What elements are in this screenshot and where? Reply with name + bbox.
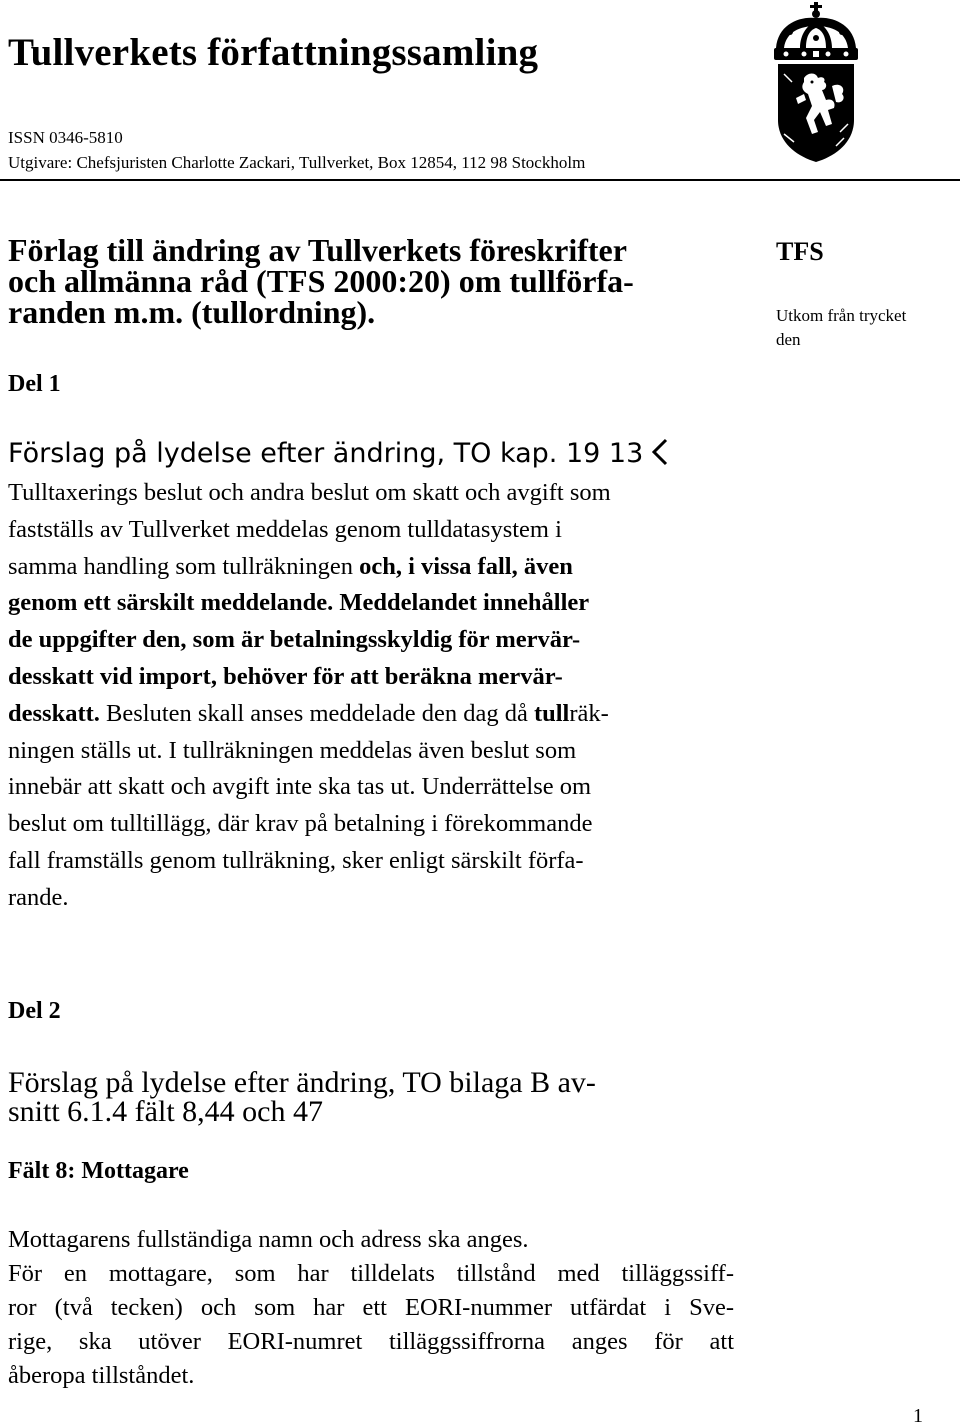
publication-date-note <box>776 304 906 352</box>
text-run: samma handling som tullräkningen <box>8 552 360 580</box>
text-run: och, i vissa fall, även <box>359 552 573 580</box>
part2-label: Del 2 <box>8 998 61 1024</box>
text-run: genom ett särskilt meddelande. Meddelandet innehåller <box>8 589 590 617</box>
body-line <box>8 880 728 917</box>
proposal-title-line: Förlag till ändring av Tullverkets föreskrifter <box>8 232 627 268</box>
part1-heading-text: Förslag på lydelse efter ändring, TO kap. 19 13 <box>8 438 644 469</box>
text-run: innebär att skatt och avgift inte ska tas ut. Underrättelse om <box>8 773 592 801</box>
text-run: Besluten skall anses meddelade den dag då <box>99 699 534 727</box>
text-run: beslut om tulltillägg, där krav på betalning i förekommande <box>8 810 593 838</box>
part1-label: Del 1 <box>8 371 61 397</box>
part2-heading <box>8 1068 596 1126</box>
field-heading: Fält 8: Mottagare <box>8 1158 189 1184</box>
proposal-title-line: randen m.m. (tullordning). <box>8 294 376 330</box>
part1-heading <box>8 438 668 469</box>
paragraph-line: ror (två tecken) och som har ett EORI-nummer utfärdat i Sve- <box>8 1294 734 1321</box>
body-line <box>8 806 728 843</box>
publication-title: Tullverkets författningssamling <box>8 31 539 74</box>
proposal-title <box>8 232 634 330</box>
series-label: TFS <box>776 237 824 266</box>
text-run: desskatt. <box>8 699 100 727</box>
text-run: fastställs av Tullverket meddelas genom tulldatasystem i <box>8 515 562 543</box>
text-run: ningen ställs ut. I tullräkningen meddelas även beslut som <box>8 736 577 764</box>
proposal-title-line: och allmänna råd (TFS 2000:20) om tullförfa- <box>8 263 634 299</box>
paragraph-line: rige, ska utöver EORI-numret tilläggssiffrorna anges för att <box>8 1328 734 1355</box>
page-number: 1 <box>913 1405 923 1427</box>
text-run: de uppgifter den, som är betalningsskyldig för mervär- <box>8 626 581 654</box>
published-line: Utkom från trycket <box>776 306 907 325</box>
part2-heading-line: Förslag på lydelse efter ändring, TO bilaga B av- <box>8 1066 596 1099</box>
text-run: fall framställs genom tullräkning, sker enligt särskilt förfa- <box>8 846 584 874</box>
body-line <box>8 585 728 622</box>
text-run: Tulltaxerings beslut och andra beslut om skatt och avgift som <box>8 479 611 506</box>
part2-heading-line: snitt 6.1.4 fält 8,44 och 47 <box>8 1095 323 1128</box>
body-line <box>8 475 728 512</box>
body-line <box>8 512 728 549</box>
text-run: räk- <box>569 699 609 727</box>
body-line <box>8 843 728 880</box>
text-run: tull <box>533 699 570 727</box>
body-line <box>8 733 728 770</box>
body-line <box>8 659 728 696</box>
part1-body <box>8 475 728 917</box>
paragraph-line: För en mottagare, som har tilldelats tillstånd med tilläggssiff- <box>8 1260 734 1287</box>
body-line <box>8 622 728 659</box>
text-run: desskatt vid import, behöver för att beräkna mervär- <box>8 662 563 690</box>
paragraph-line: åberopa tillståndet. <box>8 1362 195 1389</box>
header-rule <box>0 179 960 181</box>
part2-paragraph-2 <box>8 1257 734 1393</box>
paragraph-line: Mottagarens fullständiga namn och adress ska anges. <box>8 1226 529 1253</box>
swedish-coat-of-arms-logo <box>770 2 862 164</box>
section-sign-icon <box>652 438 668 468</box>
text-run: rande. <box>8 883 69 911</box>
part2-paragraph-1 <box>8 1223 528 1257</box>
body-line <box>8 549 728 586</box>
published-line: den <box>776 330 801 349</box>
body-line <box>8 696 728 733</box>
body-line <box>8 769 728 806</box>
issn: ISSN 0346-5810 <box>8 128 123 147</box>
publisher: Utgivare: Chefsjuristen Charlotte Zackari, Tullverket, Box 12854, 112 98 Stockholm <box>8 153 586 172</box>
